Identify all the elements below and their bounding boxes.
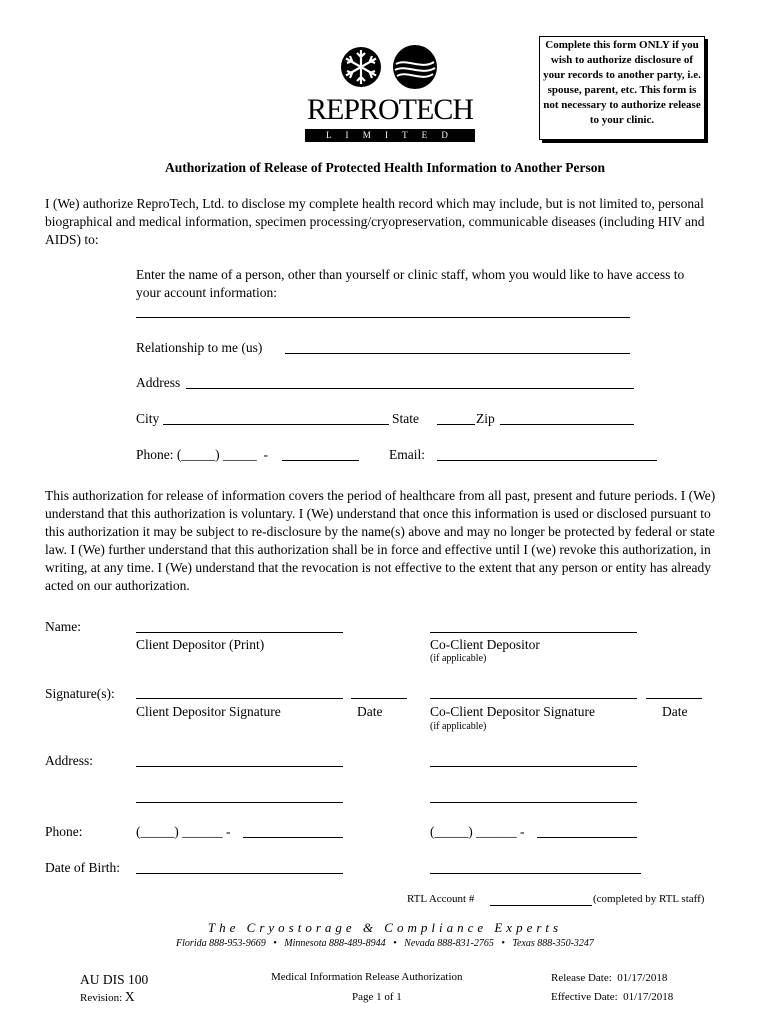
zip-label: Zip — [476, 411, 495, 426]
if-applicable-note: (if applicable) — [430, 653, 487, 664]
release-date: Release Date: 01/17/2018 — [551, 972, 668, 984]
client-address-line-1[interactable] — [136, 766, 343, 767]
phone-label: Phone: (_____) _____ - — [136, 447, 268, 462]
page-number: Page 1 of 1 — [352, 991, 402, 1003]
client-phone-field[interactable]: (_____) ______ - — [136, 824, 231, 839]
co-client-label: Co-Client Depositor — [430, 637, 540, 652]
co-client-phone-line[interactable] — [537, 837, 637, 838]
logo — [300, 46, 480, 146]
rtl-account-line[interactable] — [490, 905, 592, 906]
client-dob-line[interactable] — [136, 873, 343, 874]
logo-subtitle: L I M I T E D — [305, 129, 475, 142]
globe-icon — [392, 44, 438, 90]
co-client-address-line-1[interactable] — [430, 766, 637, 767]
client-phone-line[interactable] — [243, 837, 343, 838]
email-label: Email: — [389, 447, 425, 462]
client-signature-line[interactable] — [136, 698, 343, 699]
rtl-account-note: (completed by RTL staff) — [593, 893, 705, 905]
client-address-line-2[interactable] — [136, 802, 343, 803]
address-field-label: Address: — [45, 753, 93, 768]
client-date-label: Date — [357, 704, 383, 719]
client-print-label: Client Depositor (Print) — [136, 637, 265, 652]
rtl-account-label: RTL Account # — [407, 893, 475, 905]
relationship-label: Relationship to me (us) — [136, 340, 263, 355]
revision-value: X — [124, 989, 135, 1004]
co-client-phone-field[interactable]: (_____) ______ - — [430, 824, 525, 839]
state-label: State — [392, 411, 419, 426]
address-line[interactable] — [186, 388, 634, 389]
notice-box: Complete this form ONLY if you wish to authorize disclosure of your records to another party, i.e. spouse, parent, etc. This form is not necessary to authorize release to your clinic. — [539, 36, 705, 140]
authorization-paragraph: This authorization for release of information covers the period of healthcare from all past, present and future periods. I (We) understand that this authorization is voluntary. I (We) understand that once this information is used or disclosed pursuant to this authorization it may be subject to re-disclosure by the name(s) above and may no longer be protected by federal or state law. I (We) further understand that this authorization shall be in force and effective until I (we) revoke this authorization, in writing, at any time. I (We) understand that the revocation is not effective to the extent that any person or entity has already acted on our authorization. — [45, 488, 716, 593]
signatures-label: Signature(s): — [45, 686, 115, 701]
page-title: Authorization of Release of Protected Health Information to Another Person — [164, 160, 606, 175]
address-label: Address — [136, 375, 181, 390]
client-signature-label: Client Depositor Signature — [136, 704, 281, 719]
revision — [80, 989, 135, 1005]
client-date-line[interactable] — [351, 698, 407, 699]
co-client-address-line-2[interactable] — [430, 802, 637, 803]
if-applicable-note-2: (if applicable) — [430, 721, 487, 732]
recipient-prompt: Enter the name of a person, other than yourself or clinic staff, whom you would like to have access to your account information: — [136, 267, 685, 300]
name-label: Name: — [45, 619, 81, 634]
co-client-name-line[interactable] — [430, 632, 637, 633]
recipient-name-line[interactable] — [136, 317, 630, 318]
logo-wordmark: REPROTECH — [306, 93, 474, 126]
city-line[interactable] — [163, 424, 389, 425]
state-line[interactable] — [437, 424, 475, 425]
revision-label: Revision: — [80, 992, 123, 1004]
zip-line[interactable] — [500, 424, 634, 425]
email-line[interactable] — [437, 460, 657, 461]
tagline: The Cryostorage & Compliance Experts — [207, 920, 563, 935]
phone-field-label: Phone: — [45, 824, 83, 839]
dob-label: Date of Birth: — [45, 860, 120, 875]
co-client-signature-label: Co-Client Depositor Signature — [430, 704, 595, 719]
co-client-signature-line[interactable] — [430, 698, 637, 699]
snowflake-icon — [340, 46, 382, 88]
co-client-dob-line[interactable] — [430, 873, 641, 874]
co-client-date-line[interactable] — [646, 698, 702, 699]
relationship-line[interactable] — [285, 353, 630, 354]
doc-title: Medical Information Release Authorization — [271, 971, 463, 983]
city-label: City — [136, 411, 160, 426]
intro-paragraph: I (We) authorize ReproTech, Ltd. to disclose my complete health record which may include, but is not limited to, personal biographical and medical information, specimen processing/cryopreservation, communicable diseases (including HIV and AIDS) to: — [45, 196, 705, 247]
contact-numbers: Florida 888-953-9669 • Minnesota 888-489-8944 • Nevada 888-831-2765 • Texas 888-350-3247 — [176, 938, 594, 949]
phone-line[interactable] — [282, 460, 359, 461]
co-client-date-label: Date — [662, 704, 688, 719]
effective-date: Effective Date: 01/17/2018 — [551, 991, 674, 1003]
client-name-line[interactable] — [136, 632, 343, 633]
form-id: AU DIS 100 — [80, 972, 149, 987]
